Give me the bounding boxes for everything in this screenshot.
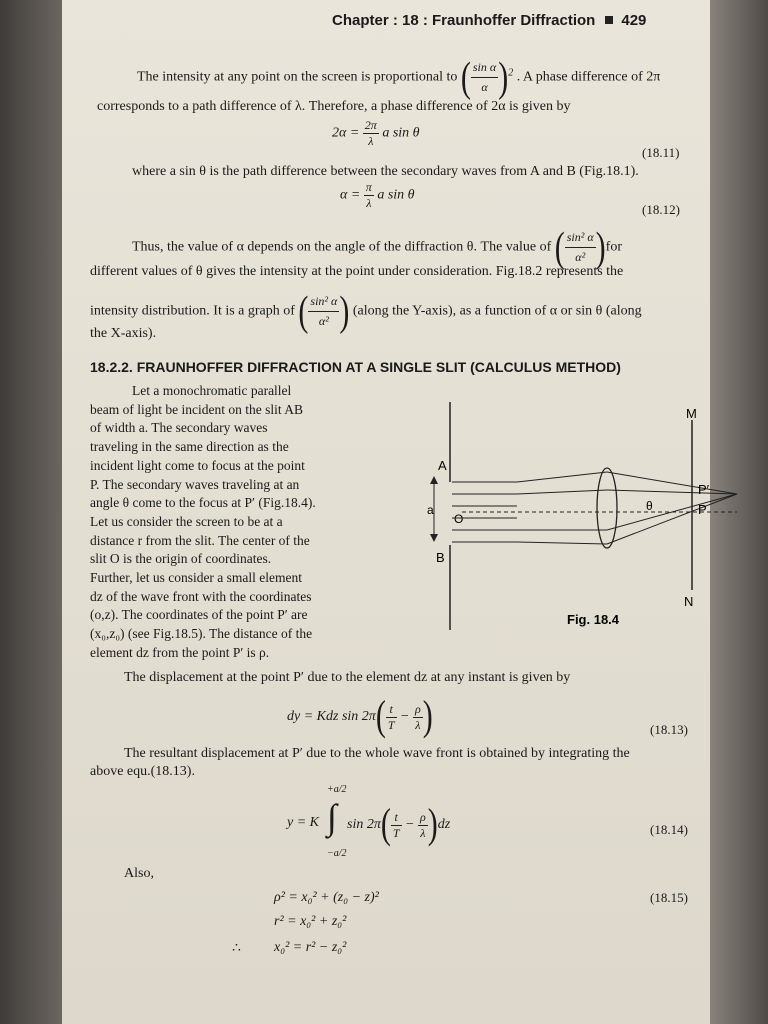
para4: The displacement at the point P′ due to the element dz at any instant is given by — [124, 670, 571, 685]
also-label: Also, — [124, 866, 154, 881]
column-line: element dz from the point P′ is ρ. — [90, 644, 270, 660]
therefore-symbol: ∴ — [232, 941, 241, 956]
chapter-title: Chapter : 18 : Fraunhoffer Diffraction — [332, 12, 596, 29]
section-heading: 18.2.2. FRAUNHOFFER DIFFRACTION AT A SINGLE SLIT (CALCULUS METHOD) — [90, 359, 621, 375]
para3-line2: different values of θ gives the intensity at the point under consideration. Fig.18.2 represents the — [90, 264, 624, 279]
para3-line1: Thus, the value of α depends on the angle of the diffraction θ. The value of ( $\frac{\text{sin² α}}{\text{α²}}$ )for — [132, 224, 622, 271]
label-a: a — [427, 503, 434, 517]
column-line: slit O is the origin of coordinates. — [90, 551, 272, 567]
equation-18-15-line3: x₀² = r² − z₀² — [274, 940, 347, 955]
column-line: P. The secondary waves traveling at an — [90, 476, 300, 492]
column-line: angle θ come to the focus at P′ (Fig.18.4). — [90, 495, 316, 511]
arrow-head-down — [430, 534, 438, 542]
para3-line4: the X-axis). — [90, 326, 157, 341]
label-theta: θ — [646, 499, 653, 513]
page-header — [332, 12, 646, 29]
equation-18-13: dy = Kdz sin 2π( $\frac{t}{T}$ − $\frac{\rho}{\lambda}$ ) — [287, 693, 433, 740]
figure-caption: Fig. 18.4 — [567, 612, 620, 627]
column-line: (o,z). The coordinates of the point P′ are — [90, 607, 308, 623]
binding-shadow-left — [0, 0, 62, 1024]
equation-label-18-13: (18.13) — [650, 722, 688, 737]
para5-line1: The resultant displacement at P′ due to the whole wave front is obtained by integrating the — [124, 746, 630, 761]
equation-18-15-line2: r² = x₀² + z₀² — [274, 914, 347, 929]
integral-upper-limit: +a/2 — [327, 784, 347, 795]
column-line: Further, let us consider a small element — [90, 570, 303, 586]
convex-lens — [597, 468, 617, 548]
label-O: O — [454, 512, 464, 526]
label-B: B — [436, 550, 445, 565]
column-line: Let us consider the screen to be at a — [90, 513, 283, 529]
para5-line2: above equ.(18.13). — [90, 764, 195, 779]
label-A: A — [438, 458, 447, 473]
column-line: Let a monochromatic parallel — [132, 383, 292, 398]
column-line: traveling in the same direction as the — [90, 439, 289, 455]
equation-label-18-15: (18.15) — [650, 890, 688, 905]
equation-18-12: α = $\frac{\pi}{\lambda}$ a sin θ — [340, 180, 415, 210]
para2: where a sin θ is the path difference between the secondary waves from A and B (Fig.18.1). — [132, 164, 639, 179]
equation-label-18-14: (18.14) — [650, 822, 688, 837]
para1-line2: corresponds to a path difference of λ. Therefore, a phase difference of 2α is given by — [97, 99, 571, 114]
label-M: M — [686, 406, 697, 421]
label-N: N — [684, 594, 694, 609]
integral-lower-limit: −a/2 — [327, 848, 347, 859]
equation-label-18-12: (18.12) — [642, 202, 680, 217]
label-P: P — [698, 502, 707, 517]
column-text — [90, 382, 350, 663]
para1-line1: The intensity at any point on the screen is proportional to ( $\frac{\text{sin α}}{\alpha}$ )$^2$ . A phase difference of 2π — [137, 54, 661, 101]
column-line: incident light come to focus at the point — [90, 457, 305, 473]
equation-18-15-line1: ρ² = x₀² + (z₀ − z)² — [274, 890, 379, 905]
square-bullet-icon — [605, 16, 613, 24]
equation-18-11: 2α = $\frac{2\pi}{\lambda}$ a sin θ — [332, 118, 420, 148]
integral-sign: ∫ — [327, 797, 337, 837]
equation-label-18-11: (18.11) — [642, 145, 680, 160]
arrow-head-up — [430, 476, 438, 484]
label-P-prime: P′ — [698, 482, 710, 497]
column-line: of width a. The secondary waves — [90, 420, 268, 436]
column-line: (x₀,z₀) (see Fig.18.5). The distance of the — [90, 626, 313, 642]
column-line: dz of the wave front with the coordinates — [90, 588, 312, 604]
column-line: beam of light be incident on the slit AB — [90, 401, 303, 417]
para3-line3: intensity distribution. It is a graph of ( $\frac{\text{sin² α}}{\text{α²}}$ ) (along the Y-axis), as a function of α or sin θ (along — [90, 288, 642, 335]
page-number: 429 — [621, 12, 647, 29]
book-page: Chapter : 18 : Fraunhoffer Diffraction 429 The intensity at any point on the screen is proportional to ( $\frac{\text{sin α}}{\alpha}$ )$^2$ . A phase difference of 2π corresponds to a path difference of λ. Therefore, a phase difference of 2α is given by 2α = $\frac{2\pi}{\lambda}$ a sin θ (18.11) where a sin θ is the path difference between the secondary waves from A and B (Fig.18.1). α = $\frac{\pi}{\lambda}$ a sin θ (18.12) Thus, the value of α depends on the angle of the diffraction θ. The value of ( $\frac{\text{sin² α}}{\text{α²}}$ )for different values of θ gives the intensity at the point under consideration. Fig.18.2 represents the intensity distribution. It is a graph of ( $\frac{\text{sin² α}}{\text{α²}}$ ) (along the Y-axis), as a function of α or sin θ (along the X-axis). 18.2.2. FRAUNHOFFER DIFFRACTION AT A SINGLE SLIT (CALCULUS METHOD) Let a monochromatic parallel beam of light be incident on the slit AB of width a. The secondary waves traveling in the same direction as the incident light come to focus at the point P. The secondary waves traveling at an angle θ come to the focus at P′ (Fig.18.4). Let us consider the screen to be at a distance r from the slit. The center of the slit O is the origin of coordinates. Further, let us consider a small element dz of the wave front with the coordinates (o,z). The coordinates of the point P′ are (x₀,z₀) (see Fig.18.5). The distance of the element dz from the point P′ is ρ. A B O a θ M N P′ P Fig. 18.4 The displacement at the point P′ due to the element dz at any instant is given by dy = Kdz sin 2π( $\frac{t}{T}$ − $\frac{\rho}{\lambda}$ ) (18.13) The resultant displacement at P′ due to the whole wave front is obtained by integrating the above equ.(18.13). y = K +a/2 ∫ −a/2 sin 2π( $\frac{t}{T}$ − $\frac{\rho}{\lambda}$ )dz (18.14) Also, ρ² = x₀² + (z₀ − z)² r² = x₀² + z₀² ∴ x₀² = r² − z₀² (18.15) — [62, 0, 710, 1024]
column-line: distance r from the slit. The center of the — [90, 532, 310, 548]
figure-18-4 — [352, 390, 710, 640]
